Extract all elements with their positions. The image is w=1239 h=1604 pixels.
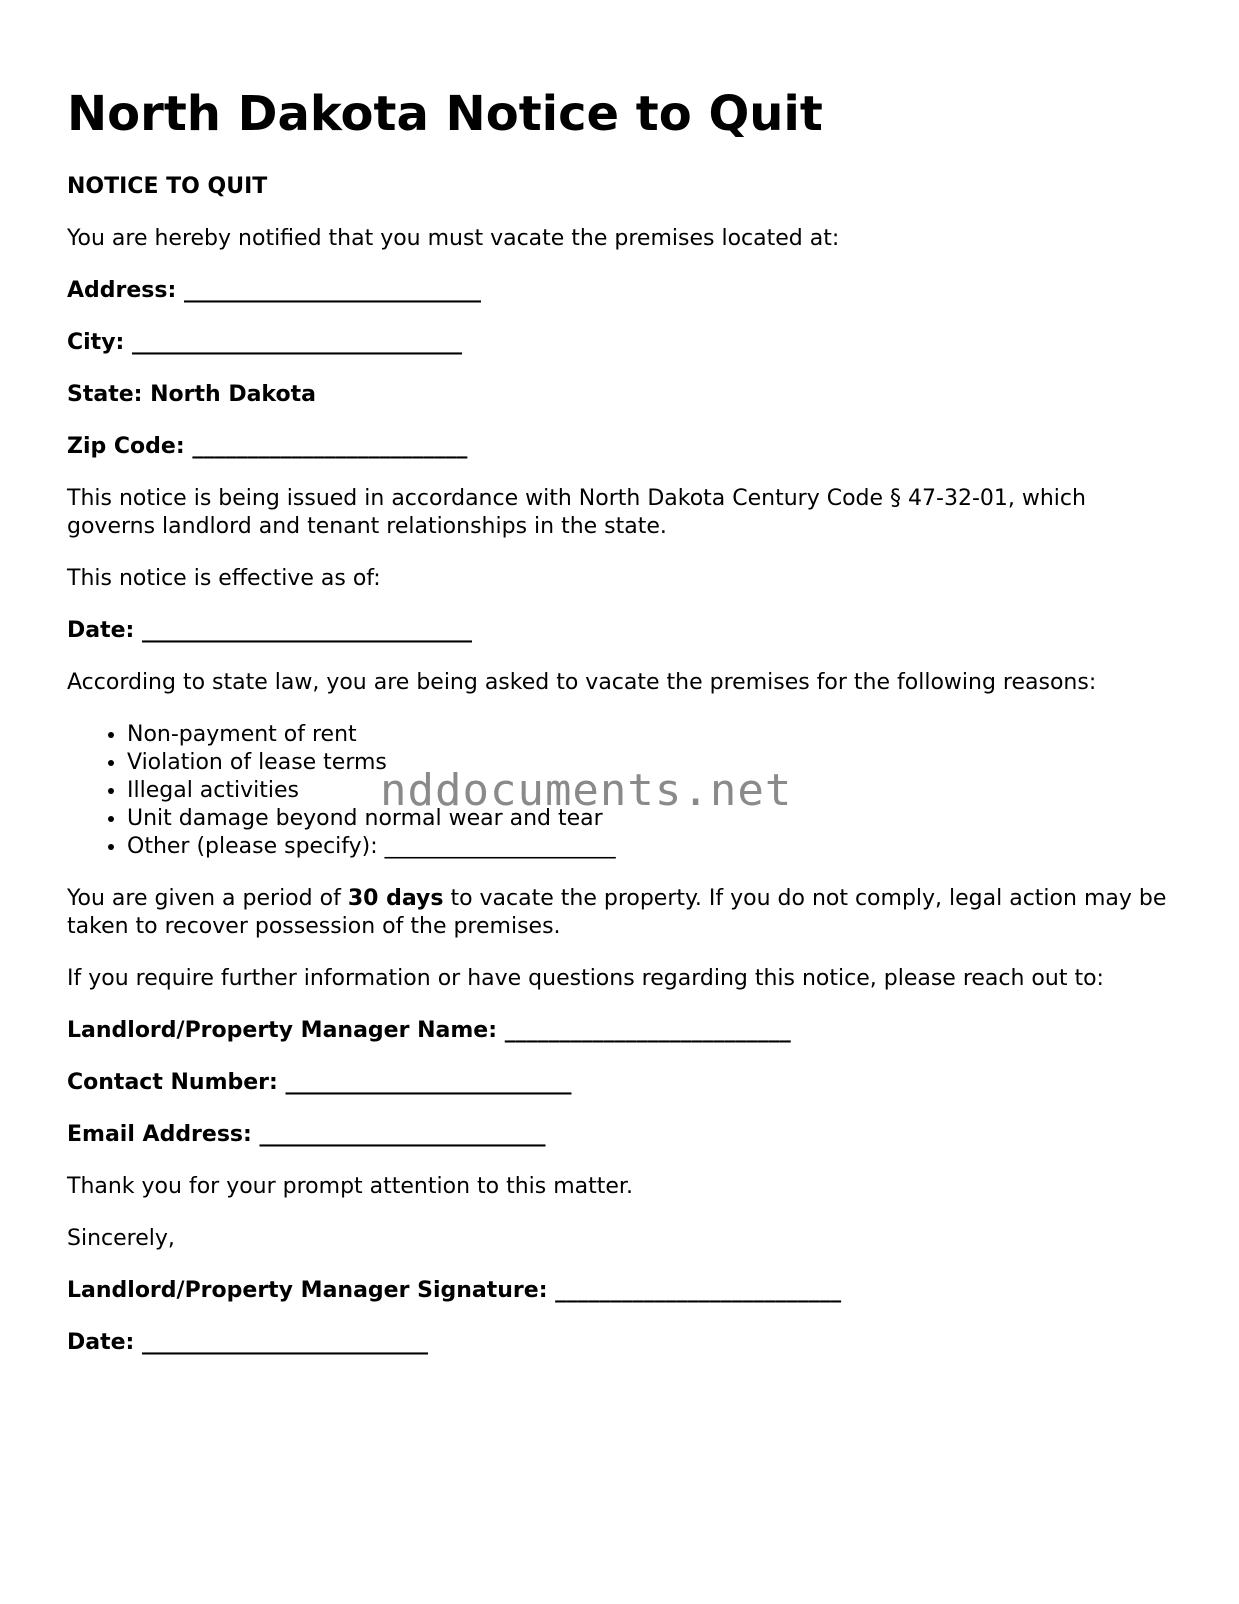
zip-field [67, 433, 1177, 461]
period-days: 30 days [347, 886, 444, 911]
state-field [67, 381, 1177, 409]
thanks-text: Thank you for your prompt attention to this matter. [67, 1174, 633, 1199]
manager-name-field [67, 1017, 1177, 1045]
list-item: • Other (please specify): _____________________ [127, 833, 1177, 861]
signature-label: Landlord/Property Manager Signature: [67, 1278, 548, 1303]
list-item: • Non-payment of rent [127, 721, 1177, 749]
zip-blank[interactable]: _________________________ [192, 434, 468, 459]
list-item: • Unit damage beyond normal wear and tear [127, 805, 1177, 833]
page-title: North Dakota Notice to Quit [67, 86, 823, 142]
watermark: nddocuments.net [380, 765, 793, 816]
email-blank[interactable]: __________________________ [259, 1122, 546, 1147]
law-text: This notice is being issued in accordance with North Dakota Century Code § 47-32-01, which governs landlord and tenant relationships in the state. [67, 486, 1086, 539]
email-label: Email Address: [67, 1122, 252, 1147]
address-blank[interactable]: ___________________________ [183, 278, 481, 303]
period-text [67, 885, 1177, 941]
reasons-intro: According to state law, you are being asked to vacate the premises for the following reasons: [67, 670, 1097, 695]
effective-date-field [67, 617, 1177, 645]
document-page [67, 84, 1177, 1357]
city-blank[interactable]: ______________________________ [132, 330, 463, 355]
contact-number-blank[interactable]: __________________________ [285, 1070, 572, 1095]
effective-text: This notice is effective as of: [67, 566, 381, 591]
address-label: Address: [67, 278, 177, 303]
email-field [67, 1121, 1177, 1149]
list-item: • Violation of lease terms [127, 749, 1177, 777]
state-label: State: North Dakota [67, 382, 316, 407]
signature-field [67, 1277, 1177, 1305]
intro-text: You are hereby notified that you must vacate the premises located at: [67, 226, 840, 251]
contact-intro: If you require further information or have questions regarding this notice, please reach out to: [67, 966, 1104, 991]
period-text-after: to vacate the property. If you do not comply, legal action may be taken to recover possession of the premises. [67, 886, 1167, 939]
address-field [67, 277, 1177, 305]
city-label: City: [67, 330, 125, 355]
closing-text: Sincerely, [67, 1226, 175, 1251]
signature-date-label: Date: [67, 1330, 135, 1355]
signature-date-field [67, 1329, 1177, 1357]
signature-blank[interactable]: __________________________ [555, 1278, 842, 1303]
manager-name-blank[interactable]: __________________________ [504, 1018, 791, 1043]
manager-name-label: Landlord/Property Manager Name: [67, 1018, 498, 1043]
effective-date-blank[interactable]: ______________________________ [142, 618, 473, 643]
list-item: • Illegal activities [127, 777, 1177, 805]
contact-number-label: Contact Number: [67, 1070, 278, 1095]
city-field [67, 329, 1177, 357]
zip-label: Zip Code: [67, 434, 185, 459]
signature-date-blank[interactable]: __________________________ [142, 1330, 429, 1355]
effective-date-label: Date: [67, 618, 135, 643]
period-text-before: You are given a period of [67, 886, 348, 911]
notice-subheading: NOTICE TO QUIT [67, 174, 268, 199]
contact-number-field [67, 1069, 1177, 1097]
